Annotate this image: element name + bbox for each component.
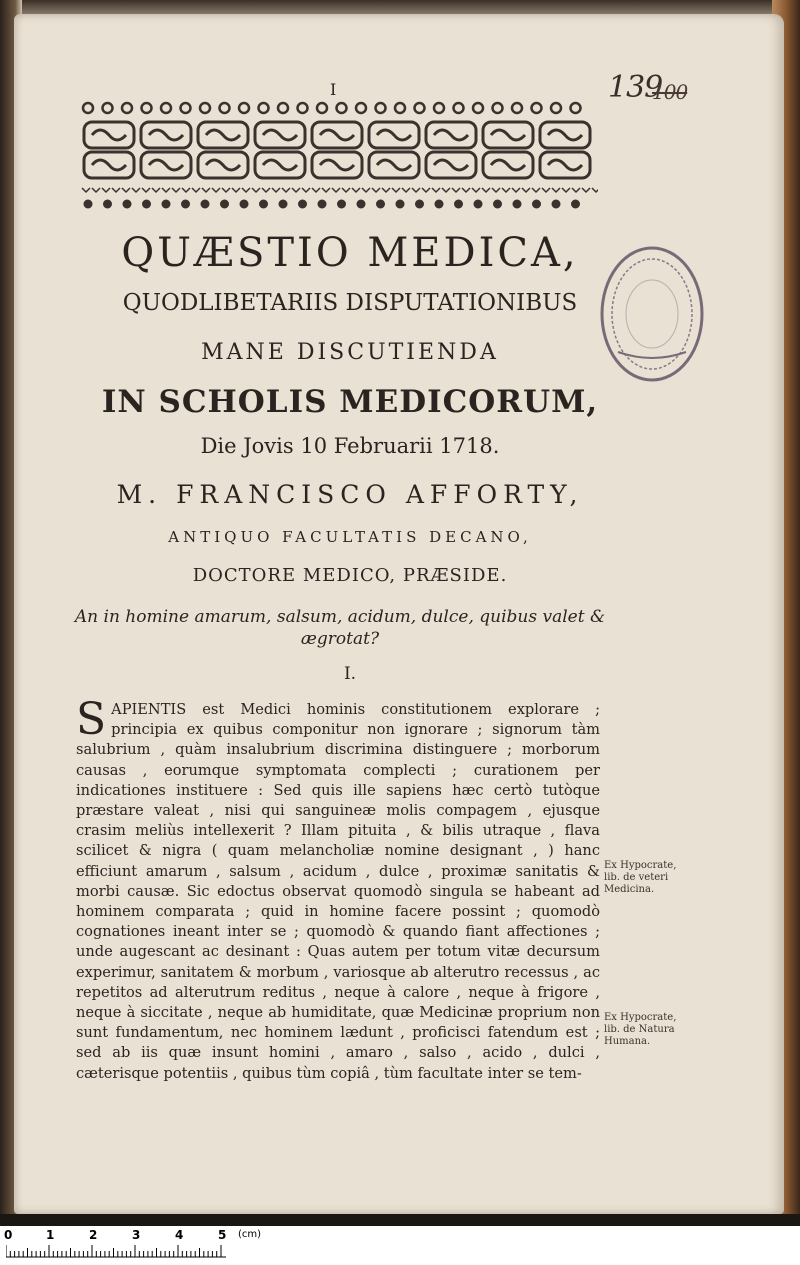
- drop-cap-initial: S: [76, 694, 107, 745]
- page-number: I: [330, 80, 337, 99]
- praeses-name: M. FRANCISCO AFFORTY,: [116, 480, 584, 509]
- ruler-scale: [6, 1244, 230, 1258]
- thesis-question: An in homine amarum, salsum, acidum, dulce, quibus valet & ægrotat?: [74, 607, 606, 649]
- handwritten-struck-number: 100: [652, 80, 688, 104]
- body-text: APIENTIS est Medici hominis constitutionem explorare ; principia ex quibus componitur non ignorare ; signorum tàm salubrium , quàm insalubrium discrimina distinguere ; morborum causas , eorumque symptomata complecti ; curationem per indicationes instituere : Sed quis ille sapiens hæc certò tutòque præstare valeat , nisi qui sanguineæ molis compagem , ejusque crasim meliùs intellexerit ? Illam pituita , & bilis utraque , flava scilicet & nigra ( quam melancholiæ nomine designant , ) hanc efficiunt amarum , salsum , acidum , dulce , proximæ sanitatis & morbi causæ. Sic edoctus observat quomodò singula se habeant ad hominem comparata ; quid in homine facere possint ; quomodò cognationes ineant inter se ; quomodò & quando fiant affectiones ; unde augescant ac desinant : Quas autem per totum vitæ decursum experimur, sanitatem & morbum , variosque ab alterutro recessus , ac repetitos ad alterutrum reditus , neque à calore , neque à frigore , neque à siccitate , neque ab humiditate, quæ Medicinæ proprium non sunt fundamentum, nec hominem lædunt , proficisci fatendum est ; sed ab iis quæ insunt homini , amaro , salso , acido , dulci , cæterisque potentiis , quibus tùm copiâ , tùm facultate inter se tem-: [76, 701, 600, 1082]
- handwritten-folio: [608, 70, 688, 105]
- margin-note-2: Ex Hypocrate, lib. de Natura Humana.: [604, 1012, 677, 1047]
- ornament-band: [78, 100, 598, 212]
- ruler-label-4: 4: [175, 1228, 184, 1242]
- praeses-role: DOCTORE MEDICO, PRÆSIDE.: [192, 565, 508, 586]
- section-numeral: I.: [343, 664, 357, 684]
- ruler-label-1: 1: [46, 1228, 55, 1242]
- ruler-label-0: 0: [4, 1228, 13, 1242]
- subtitle-line-3: IN SCHOLIS MEDICORUM,: [101, 384, 599, 420]
- document-title: QUÆSTIO MEDICA,: [121, 230, 579, 276]
- ruler-label-5: 5: [218, 1228, 227, 1242]
- ruler-label-3: 3: [132, 1228, 141, 1242]
- praeses-title: ANTIQUO FACULTATIS DECANO,: [168, 528, 532, 546]
- ruler-unit: (cm): [238, 1229, 262, 1240]
- ruler-labels: [0, 1226, 260, 1242]
- subtitle-line-1: QUODLIBETARIIS DISPUTATIONIBUS: [122, 290, 578, 316]
- subtitle-line-2: MANE DISCUTIENDA: [201, 340, 499, 365]
- ruler-label-2: 2: [89, 1228, 98, 1242]
- handwritten-folio-number: 139: [608, 70, 663, 105]
- body-paragraph: [76, 694, 600, 1084]
- photo-bottom-strip: [0, 1214, 800, 1226]
- disputation-date: Die Jovis 10 Februarii 1718.: [200, 434, 500, 458]
- measurement-ruler: [0, 1226, 800, 1265]
- margin-note-1: Ex Hypocrate, lib. de veteri Medicina.: [604, 860, 677, 895]
